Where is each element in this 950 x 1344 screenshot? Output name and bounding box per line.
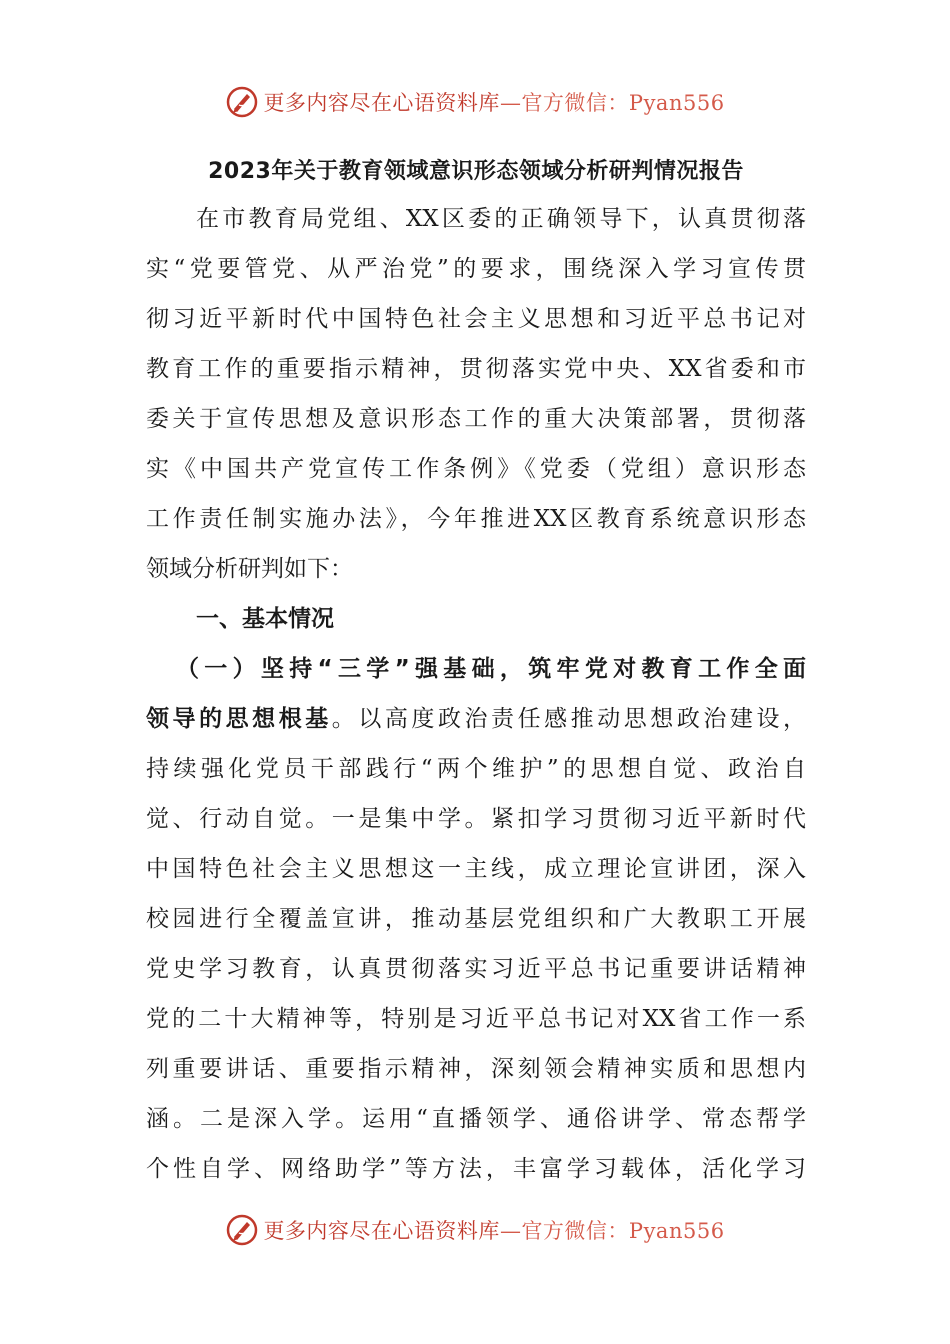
document-body bbox=[146, 150, 806, 1194]
subsection-heading: （一）坚持“三学”强基础，筑牢党对教育工作全面 bbox=[176, 656, 806, 682]
section-heading: 一、基本情况 bbox=[196, 606, 334, 632]
paragraph-line: 工作责任制实施办法》，今年推进XX区教育系统意识形态 bbox=[146, 506, 806, 532]
pen-circle-logo-icon bbox=[225, 1213, 259, 1247]
paragraph-line: 委关于宣传思想及意识形态工作的重大决策部署，贯彻落 bbox=[146, 406, 806, 432]
watermark-banner-bottom bbox=[0, 1210, 950, 1250]
paragraph-line: 个性自学、网络助学”等方法，丰富学习载体，活化学习 bbox=[146, 1156, 806, 1182]
paragraph-line: 实“党要管党、从严治党”的要求，围绕深入学习宣传贯 bbox=[146, 256, 806, 282]
paragraph-line: 持续强化党员干部践行“两个维护”的思想自觉、政治自 bbox=[146, 756, 806, 782]
paragraph-line: 校园进行全覆盖宣讲，推动基层党组织和广大教职工开展 bbox=[146, 906, 806, 932]
pen-circle-logo-icon bbox=[225, 85, 259, 119]
document-title: 2023年关于教育领域意识形态领域分析研判情况报告 bbox=[208, 159, 744, 184]
paragraph-line: 彻习近平新时代中国特色社会主义思想和习近平总书记对 bbox=[146, 306, 806, 332]
paragraph-line: 领域分析研判如下： bbox=[146, 556, 353, 582]
paragraph-line: 实《中国共产党宣传工作条例》《党委（党组）意识形态 bbox=[146, 456, 806, 482]
watermark-text bbox=[263, 1215, 724, 1245]
subsection-heading-continued bbox=[146, 694, 806, 744]
paragraph-line: 党史学习教育，认真贯彻落实习近平总书记重要讲话精神 bbox=[146, 956, 806, 982]
paragraph-line: 中国特色社会主义思想这一主线，成立理论宣讲团，深入 bbox=[146, 856, 806, 882]
subsection-heading-tail: 领导的思想根基 bbox=[146, 706, 332, 732]
watermark-text bbox=[263, 87, 724, 117]
paragraph-line: 涵。二是深入学。运用“直播领学、通俗讲学、常态帮学 bbox=[146, 1106, 806, 1132]
paragraph-line: 觉、行动自觉。一是集中学。紧扣学习贯彻习近平新时代 bbox=[146, 806, 806, 832]
watermark-brand: 更多内容尽在心语资料库 bbox=[263, 1219, 500, 1243]
paragraph-text: 。以高度政治责任感推动思想政治建设， bbox=[331, 706, 806, 732]
paragraph-line: 在市教育局党组、XX区委的正确领导下，认真贯彻落 bbox=[196, 206, 806, 232]
watermark-brand: 更多内容尽在心语资料库 bbox=[263, 91, 500, 115]
paragraph-line: 党的二十大精神等，特别是习近平总书记对XX省工作一系 bbox=[146, 1006, 806, 1032]
paragraph-line: 教育工作的重要指示精神，贯彻落实党中央、XX省委和市 bbox=[146, 356, 806, 382]
paragraph-line: 列重要讲话、重要指示精神，深刻领会精神实质和思想内 bbox=[146, 1056, 806, 1082]
watermark-contact: —官方微信：Pyan556 bbox=[499, 1219, 725, 1243]
watermark-contact: —官方微信：Pyan556 bbox=[499, 91, 725, 115]
watermark-banner-top bbox=[0, 82, 950, 122]
